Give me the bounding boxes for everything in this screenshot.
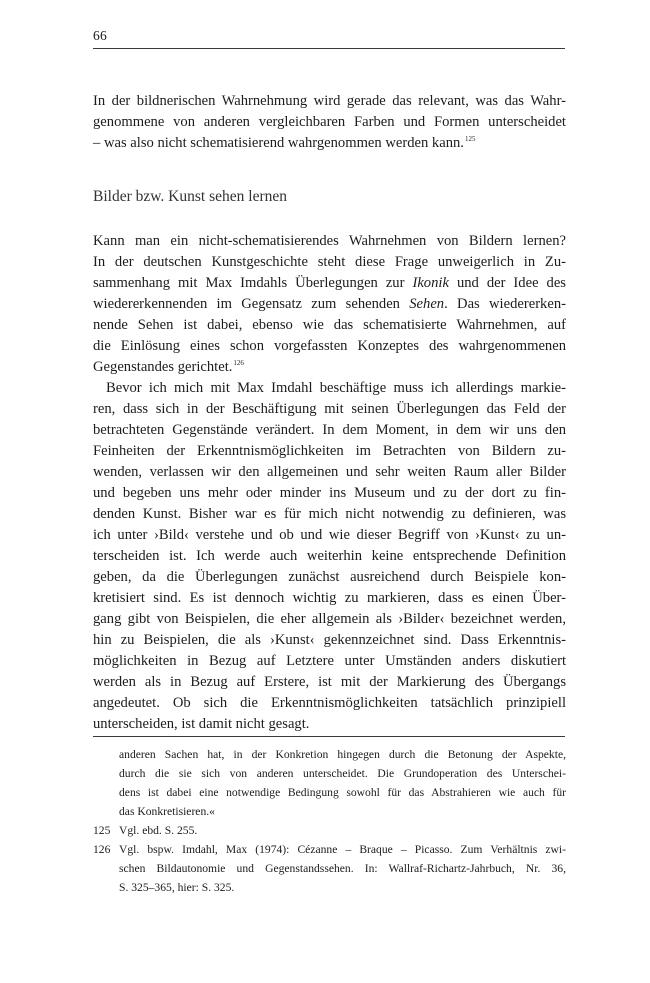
text-span: wiedererkennenden im Gegensatz zum sehenden xyxy=(93,296,400,312)
text-line: gang gibt von Beispielen, die eher allgemein als ›Bilder‹ bezeichnet werden, xyxy=(93,611,566,627)
text-line: unterscheiden, ist damit nicht gesagt. xyxy=(93,716,310,732)
footnote-number-126: 126 xyxy=(93,843,111,856)
text-line: die Einlösung eines schon vorgefassten Konzeptes des wahrgenommenen xyxy=(93,338,566,354)
header-rule xyxy=(93,48,565,49)
text-line: möglichkeiten in Bezug auf Letztere unter Umständen anders diskutiert xyxy=(93,653,566,669)
text-span: . Das wiedererken- xyxy=(444,296,566,312)
footnote-ref-125[interactable]: 125 xyxy=(464,135,476,143)
text-line: denden Kunst. Bisher war es für mich nicht notwendig zu definieren, was xyxy=(93,506,566,522)
text-line xyxy=(93,295,566,314)
text-line: In der bildnerischen Wahrnehmung wird gerade das relevant, was das Wahr- xyxy=(93,93,566,109)
footnote-126-line: S. 325–365, hier: S. 325. xyxy=(119,881,235,894)
footnote-line: das Konkretisieren.« xyxy=(119,805,215,818)
footnote-number-125: 125 xyxy=(93,824,111,837)
text-line: Feinheiten der Erkenntnismöglichkeiten im Betrachten von Bildern zu- xyxy=(93,443,566,459)
text-line: wenden, verlassen wir den allgemeinen und sehr weiten Raum aller Bilder xyxy=(93,464,566,480)
text-line: kretisiert sind. Es ist dennoch wichtig zu markieren, dass es einen Über- xyxy=(93,590,566,606)
text-line: ren, dass sich in der Beschäftigung mit seinen Überlegungen das Feld der xyxy=(93,401,566,417)
footnote-126-line: Vgl. bspw. Imdahl, Max (1974): Cézanne – Braque – Picasso. Zum Verhältnis zwi- xyxy=(119,843,566,856)
page-number: 66 xyxy=(93,28,107,43)
text-line: hin zu Beispielen, die als ›Kunst‹ gekennzeichnet sind. Dass Erkenntnis- xyxy=(93,632,566,648)
text-span: – was also nicht schematisierend wahrgenommen werden kann. xyxy=(93,135,464,151)
text-line: geben, da die Überlegungen zunächst ausreichend durch Beispiele kon- xyxy=(93,569,566,585)
italic-term: Ikonik xyxy=(412,275,449,291)
footnote-ref-126[interactable]: 126 xyxy=(233,359,244,367)
text-span: sammenhang mit Max Imdahls Überlegungen zur xyxy=(93,275,405,291)
text-line: nende Sehen ist dabei, ebenso wie das schematisierte Wahrnehmen, auf xyxy=(93,317,566,333)
text-line: Kann man ein nicht-schematisierendes Wahrnehmen von Bildern lernen? xyxy=(93,233,566,249)
text-line: angedeutet. Ob sich die Erkenntnismöglichkeiten tatsächlich prinzipiell xyxy=(93,695,566,711)
text-span: Gegenstandes gerichtet. xyxy=(93,359,233,375)
text-line: In der deutschen Kunstgeschichte steht diese Frage unweigerlich in Zu- xyxy=(93,254,566,270)
text-line: betrachteten Gegenstände verändert. In dem Moment, in dem wir uns den xyxy=(93,422,566,438)
footnote-line: dens ist dabei eine notwendige Bedingung sowohl für das Abstrahieren wie auch für xyxy=(119,786,566,799)
footnote-line: durch die sie sich von anderen unterscheidet. Die Grundoperation des Unterschei- xyxy=(119,767,566,780)
text-line xyxy=(93,358,566,377)
text-span: und der Idee des xyxy=(456,275,566,291)
section-heading: Bilder bzw. Kunst sehen lernen xyxy=(93,188,287,205)
text-line: genommene von anderen vergleichbaren Farben und Formen unterscheidet xyxy=(93,114,566,130)
text-line: terscheiden ist. Ich werde auch weiterhin keine entsprechende Definition xyxy=(93,548,566,564)
footnote-line: anderen Sachen hat, in der Konkretion hingegen durch die Betonung der Aspekte, xyxy=(119,748,566,761)
italic-term: Sehen xyxy=(409,296,445,312)
footnote-125-text: Vgl. ebd. S. 255. xyxy=(119,824,198,837)
text-line xyxy=(93,134,566,153)
text-line xyxy=(93,274,566,293)
text-line: Bevor ich mich mit Max Imdahl beschäftige muss ich allerdings markie- xyxy=(106,380,566,396)
footnote-rule xyxy=(93,736,565,737)
text-line: und begeben uns mehr oder minder ins Museum und zu der dort zu fin- xyxy=(93,485,566,501)
footnote-126-line: schen Bildautonomie und Gegenstandssehen. In: Wallraf-Richartz-Jahrbuch, Nr. 36, xyxy=(119,862,566,875)
text-line: ich unter ›Bild‹ verstehe und ob und wie dieser Begriff von ›Kunst‹ zu un- xyxy=(93,527,566,543)
text-line: werden als in Bezug auf Erstere, ist mit der Markierung des Übergangs xyxy=(93,674,566,690)
